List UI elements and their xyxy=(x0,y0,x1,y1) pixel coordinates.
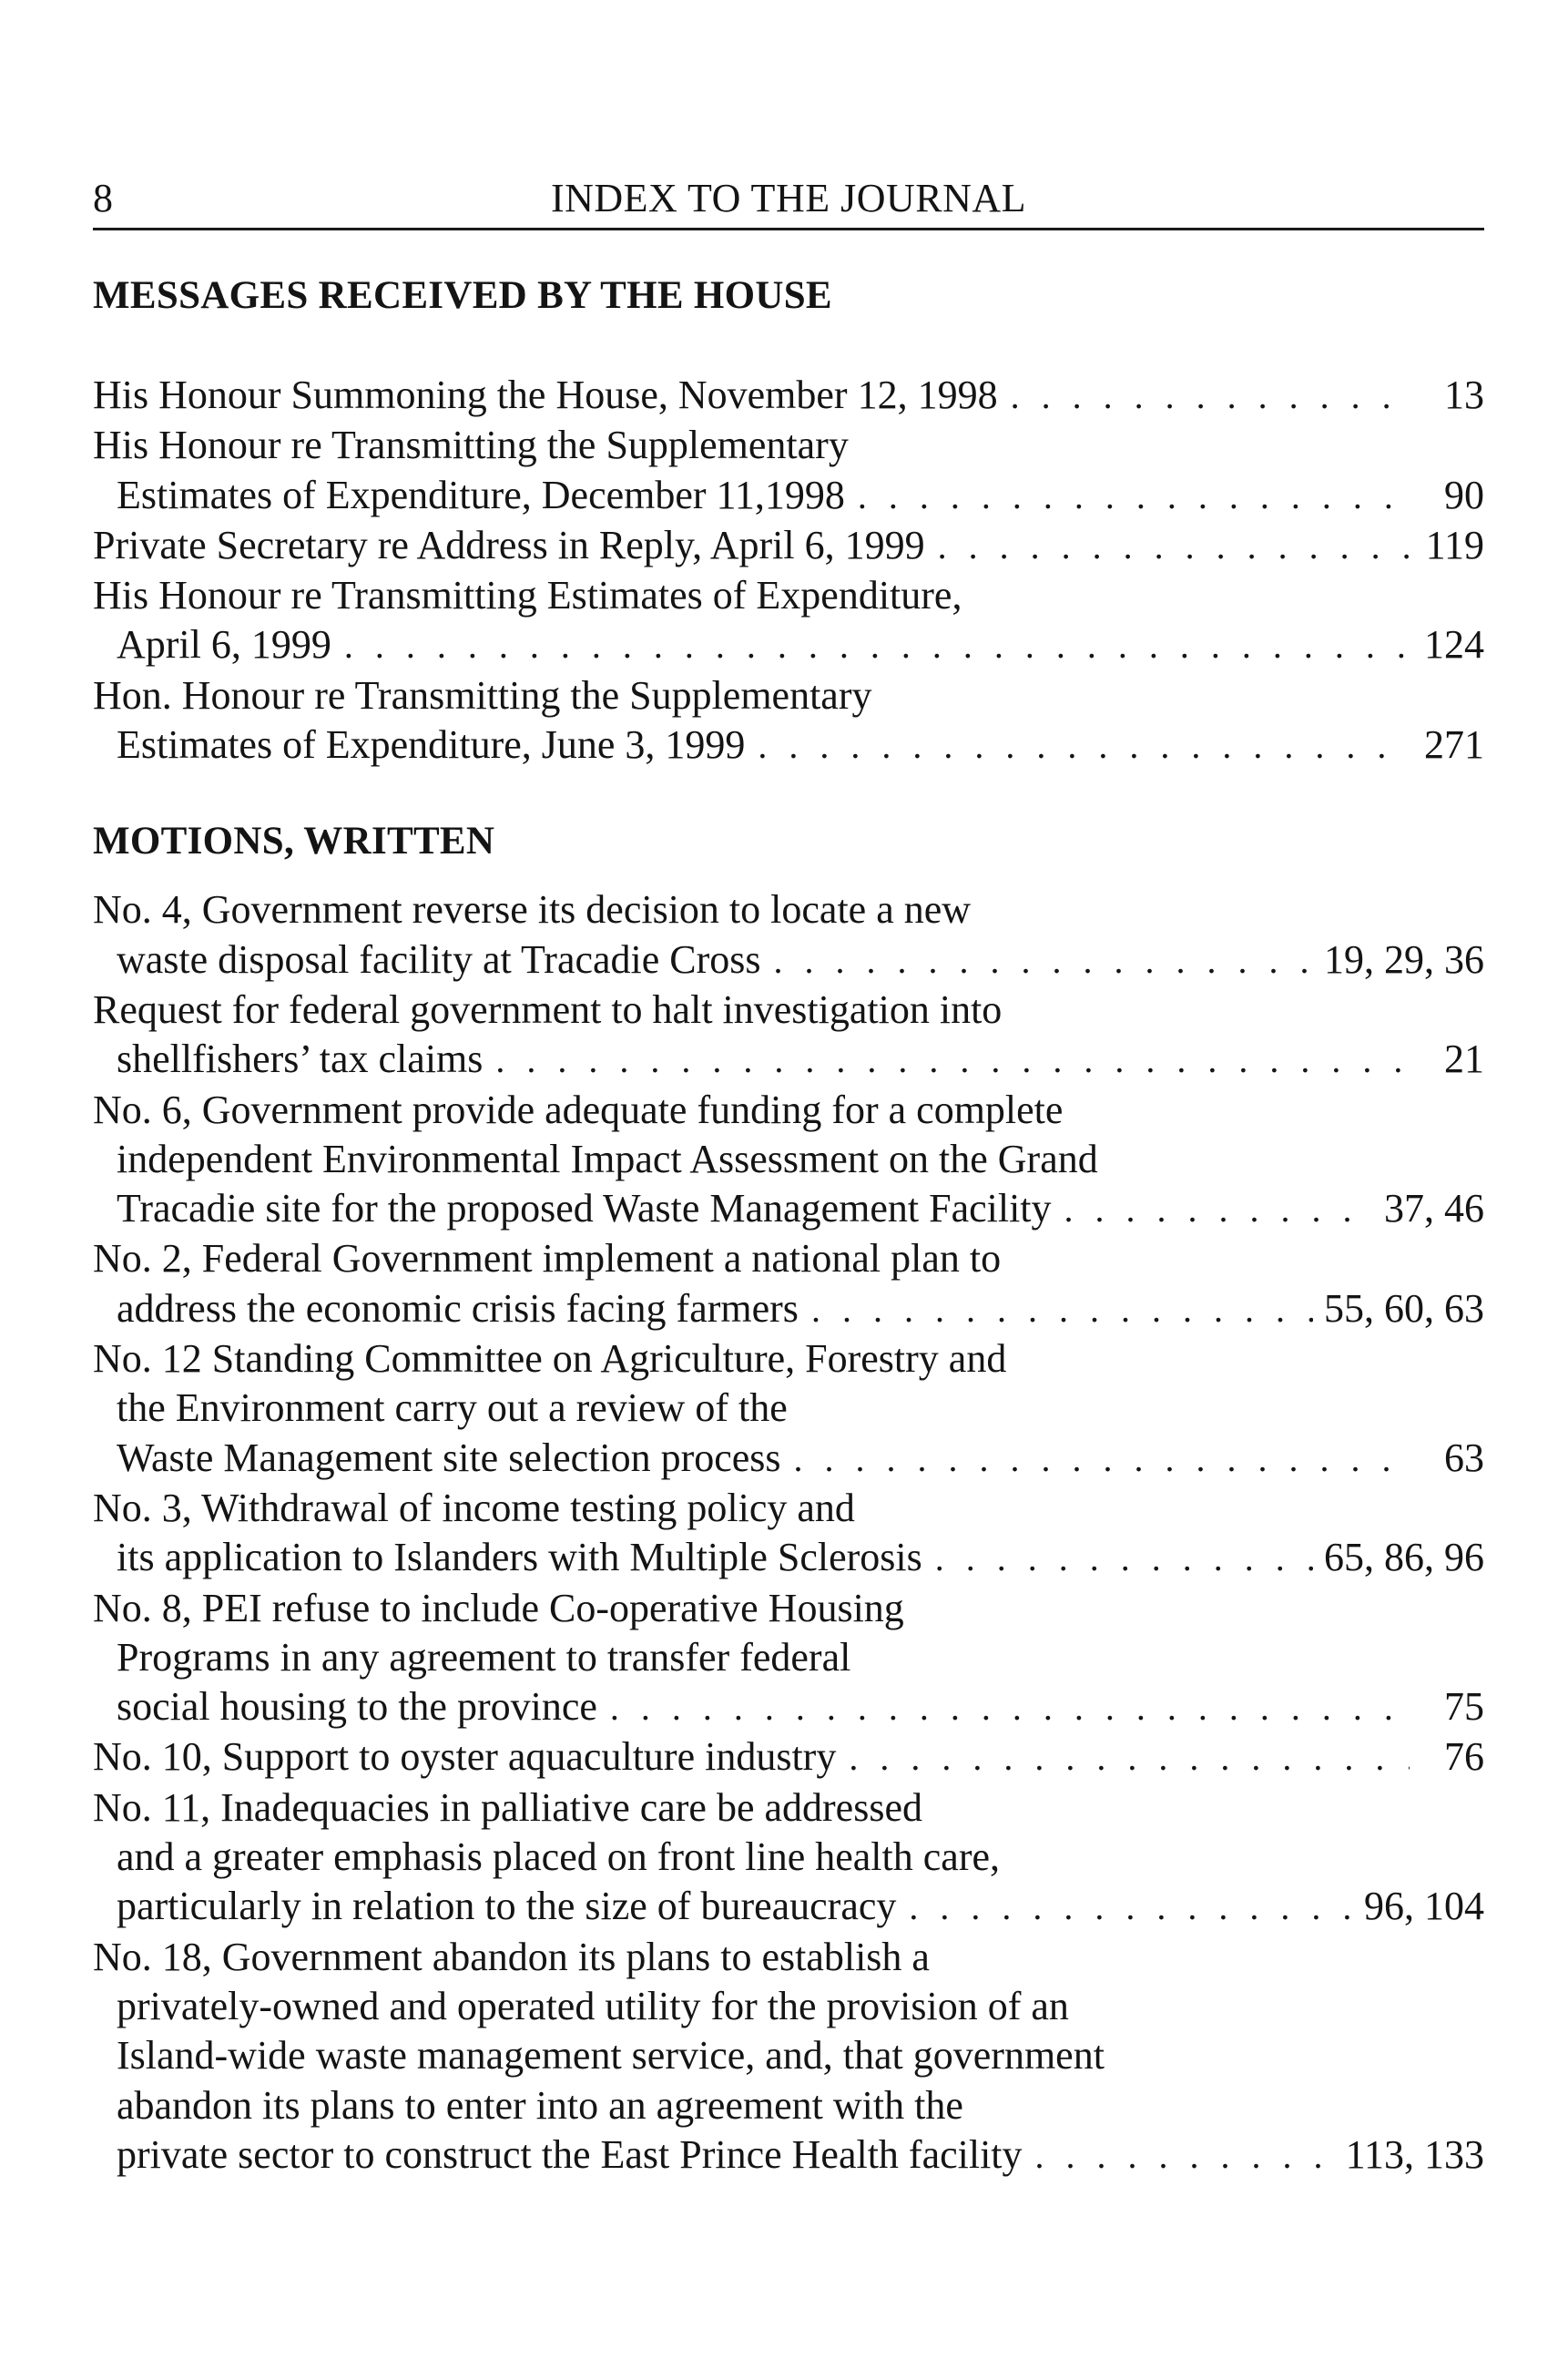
page-reference: 96, 104 xyxy=(1364,1884,1484,1929)
entry-text-line: particularly in relation to the size of bureaucracy xyxy=(117,1884,897,1929)
index-entry xyxy=(93,671,1484,771)
entry-text-line: Tracadie site for the proposed Waste Management Facility xyxy=(117,1186,1052,1231)
dot-leader xyxy=(938,522,1410,571)
page-reference: 55, 60, 63 xyxy=(1324,1285,1484,1331)
entry-last-line xyxy=(93,1184,1484,1234)
entry-last-line xyxy=(93,1284,1484,1334)
entry-text-line: and a greater emphasis placed on front line health care, xyxy=(117,1834,1000,1880)
entry-last-line xyxy=(93,1533,1484,1583)
entry-last-line xyxy=(93,371,1484,421)
entry-last-line xyxy=(93,1035,1484,1085)
page-reference: 65, 86, 96 xyxy=(1324,1535,1484,1580)
entry-last-line xyxy=(93,521,1484,571)
entry-text-line: Estimates of Expenditure, December 11,1998 xyxy=(117,472,845,517)
page-reference: 19, 29, 36 xyxy=(1324,936,1484,982)
page-reference: 119 xyxy=(1425,522,1484,567)
entry-text-line: His Honour Summoning the House, November 12, 1998 xyxy=(93,373,998,417)
index-entry xyxy=(93,421,1484,521)
section-motions-written xyxy=(93,816,1484,2181)
entry-text-line: address the economic crisis facing farmers xyxy=(117,1285,799,1331)
index-entry xyxy=(93,1086,1484,1235)
entry-text-line: Waste Management site selection process xyxy=(117,1435,781,1480)
index-entry xyxy=(93,986,1484,1086)
entry-text-line: waste disposal facility at Tracadie Cross xyxy=(117,936,761,982)
dot-leader xyxy=(495,1036,1410,1085)
running-head xyxy=(93,173,1484,230)
entry-text-line: Request for federal government to halt investigation into xyxy=(93,986,1003,1032)
entry-text-line: No. 12 Standing Committee on Agriculture, Forestry and xyxy=(93,1336,1007,1382)
entry-last-line xyxy=(93,1732,1484,1782)
entry-text-line: its application to Islanders with Multiple Sclerosis xyxy=(117,1535,922,1580)
index-entry xyxy=(93,1334,1484,1484)
entry-text-line: private sector to construct the East Prince Health facility xyxy=(117,2131,1023,2177)
page-reference: 90 xyxy=(1444,472,1484,517)
running-title: INDEX TO THE JOURNAL xyxy=(550,176,1027,220)
entry-text-line: Island-wide waste management service, and, that government xyxy=(117,2033,1105,2079)
dot-leader xyxy=(794,1435,1410,1484)
dot-leader xyxy=(935,1534,1313,1583)
index-entry xyxy=(93,371,1484,421)
dot-leader xyxy=(774,936,1313,986)
index-entry xyxy=(93,521,1484,571)
entry-text-line: No. 3, Withdrawal of income testing policy and xyxy=(93,1485,855,1530)
entry-last-line xyxy=(93,1882,1484,1932)
entry-text-line: independent Environmental Impact Assessment on the Grand xyxy=(117,1136,1098,1181)
index-entry xyxy=(93,571,1484,671)
entry-text-line: April 6, 1999 xyxy=(117,622,331,668)
index-entry xyxy=(93,1234,1484,1334)
index-entry xyxy=(93,885,1484,986)
entry-text-line: No. 11, Inadequacies in palliative care be addressed xyxy=(93,1784,922,1830)
entry-text-line: privately-owned and operated utility for the provision of an xyxy=(117,1983,1069,2028)
dot-leader xyxy=(1035,2131,1335,2181)
dot-leader xyxy=(610,1683,1410,1732)
dot-leader xyxy=(909,1883,1353,1932)
page-number: 8 xyxy=(93,176,113,220)
page-reference: 63 xyxy=(1444,1435,1484,1480)
journal-index-page xyxy=(93,173,1484,2181)
dot-leader xyxy=(1064,1185,1373,1234)
index-entry-list xyxy=(93,371,1484,771)
section-messages-received xyxy=(93,271,1484,771)
entry-text-line: abandon its plans to enter into an agreement with the xyxy=(117,2082,963,2128)
page-reference: 75 xyxy=(1444,1684,1484,1730)
index-entry-list xyxy=(93,885,1484,2181)
entry-last-line xyxy=(93,1682,1484,1732)
dot-leader xyxy=(1011,372,1410,421)
index-entry xyxy=(93,1584,1484,1733)
page-reference: 13 xyxy=(1444,373,1484,417)
page-reference: 124 xyxy=(1424,622,1484,668)
index-entry xyxy=(93,1933,1484,2181)
entry-text-line: No. 2, Federal Government implement a national plan to xyxy=(93,1236,1002,1282)
entry-last-line xyxy=(93,935,1484,986)
entry-text-line: Private Secretary re Address in Reply, April 6, 1999 xyxy=(93,522,925,567)
entry-text-line: No. 4, Government reverse its decision to locate a new xyxy=(93,887,972,933)
entry-text-line: No. 8, PEI refuse to include Co-operative Housing xyxy=(93,1585,904,1630)
page-reference: 113, 133 xyxy=(1345,2131,1484,2177)
dot-leader xyxy=(344,621,1410,670)
section-heading: MESSAGES RECEIVED BY THE HOUSE xyxy=(93,274,832,317)
dot-leader xyxy=(811,1285,1313,1334)
entry-text-line: His Honour re Transmitting Estimates of Expenditure, xyxy=(93,573,962,618)
index-entry xyxy=(93,1783,1484,1933)
entry-text-line: No. 18, Government abandon its plans to establish a xyxy=(93,1934,930,1979)
dot-leader xyxy=(858,472,1410,521)
entry-text-line: shellfishers’ tax claims xyxy=(117,1037,484,1082)
entry-text-line: social housing to the province xyxy=(117,1684,597,1730)
index-entry xyxy=(93,1484,1484,1584)
entry-text-line: No. 6, Government provide adequate funding for a complete xyxy=(93,1087,1064,1132)
page-reference: 76 xyxy=(1444,1734,1484,1780)
entry-text-line: Hon. Honour re Transmitting the Supplementary xyxy=(93,672,872,718)
page-reference: 271 xyxy=(1424,722,1484,768)
section-heading: MOTIONS, WRITTEN xyxy=(93,820,495,863)
entry-last-line xyxy=(93,471,1484,521)
entry-last-line xyxy=(93,620,1484,670)
entry-text-line: the Environment carry out a review of the xyxy=(117,1385,788,1431)
entry-text-line: Programs in any agreement to transfer federal xyxy=(117,1634,851,1680)
dot-leader xyxy=(758,721,1410,771)
entry-last-line xyxy=(93,2130,1484,2181)
page-reference: 21 xyxy=(1444,1037,1484,1082)
dot-leader xyxy=(849,1733,1410,1782)
index-entry xyxy=(93,1732,1484,1782)
entry-last-line xyxy=(93,1434,1484,1484)
entry-text-line: No. 10, Support to oyster aquaculture industry xyxy=(93,1734,837,1780)
page-reference: 37, 46 xyxy=(1384,1186,1484,1231)
entry-last-line xyxy=(93,720,1484,771)
entry-text-line: Estimates of Expenditure, June 3, 1999 xyxy=(117,722,746,768)
entry-text-line: His Honour re Transmitting the Supplementary xyxy=(93,423,849,468)
